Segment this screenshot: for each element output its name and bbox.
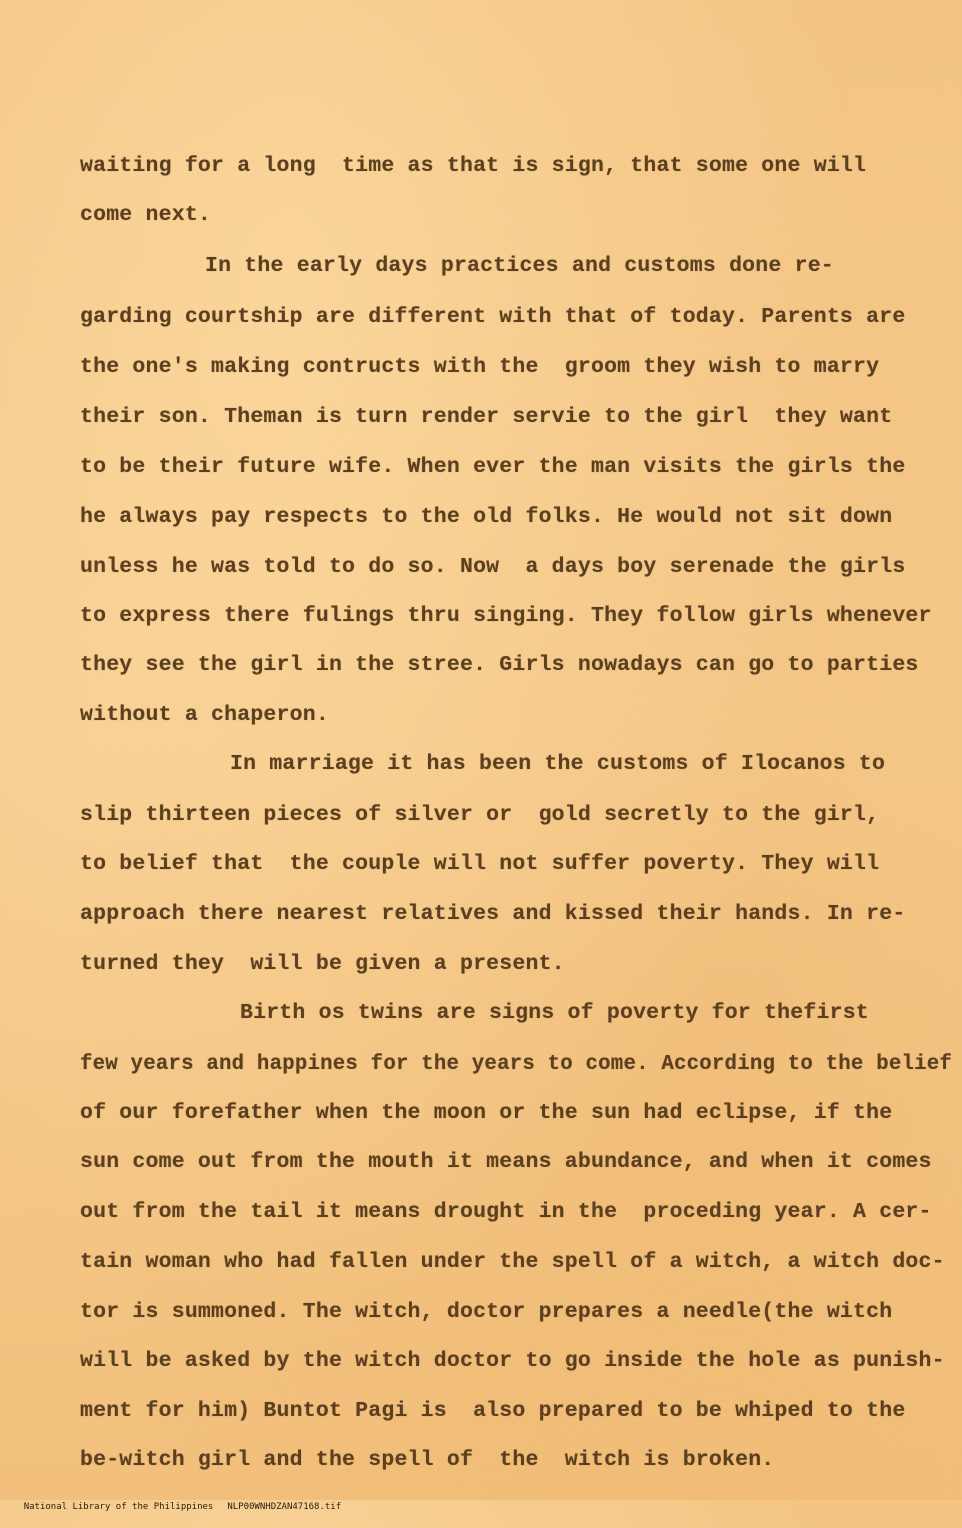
text-line: few years and happines for the years to come. According to the belief xyxy=(80,1052,953,1076)
text-line: In the early days practices and customs done re- xyxy=(205,254,834,278)
text-line: to be their future wife. When ever the man visits the girls the xyxy=(80,455,906,479)
text-line: unless he was told to do so. Now a days boy serenade the girls xyxy=(80,555,906,579)
text-line: approach there nearest relatives and kissed their hands. In re- xyxy=(80,902,906,926)
text-line: their son. Theman is turn render servie to the girl they want xyxy=(80,405,893,429)
text-line: be-witch girl and the spell of the witch is broken. xyxy=(80,1448,775,1472)
text-line: Birth os twins are signs of poverty for thefirst xyxy=(240,1001,869,1025)
text-line: sun come out from the mouth it means abundance, and when it comes xyxy=(80,1150,932,1174)
library-credit: National Library of the Philippines xyxy=(23,1502,214,1512)
text-line: tor is summoned. The witch, doctor prepares a needle(the witch xyxy=(80,1300,893,1324)
text-line: to belief that the couple will not suffer poverty. They will xyxy=(80,852,880,876)
text-line: of our forefather when the moon or the sun had eclipse, if the xyxy=(80,1101,893,1125)
text-line: the one's making contructs with the groom they wish to marry xyxy=(80,355,880,379)
text-line: to express there fulings thru singing. They follow girls whenever xyxy=(80,604,932,628)
text-line: without a chaperon. xyxy=(80,703,329,727)
text-line: tain woman who had fallen under the spell of a witch, a witch doc- xyxy=(80,1250,945,1274)
text-line: come next. xyxy=(80,203,212,227)
text-line: turned they will be given a present. xyxy=(80,952,565,976)
text-line: they see the girl in the stree. Girls nowadays can go to parties xyxy=(80,653,919,677)
text-line: slip thirteen pieces of silver or gold secretly to the girl, xyxy=(80,803,880,827)
text-line: will be asked by the witch doctor to go inside the hole as punish- xyxy=(80,1349,945,1373)
text-line: waiting for a long time as that is sign, that some one will xyxy=(80,154,867,178)
text-line: out from the tail it means drought in the proceding year. A cer- xyxy=(80,1200,932,1224)
text-line: garding courtship are different with that of today. Parents are xyxy=(80,305,906,329)
scan-filename: NLP00WNHDZAN47168.tif xyxy=(227,1502,342,1512)
text-line: In marriage it has been the customs of Ilocanos to xyxy=(230,752,886,776)
text-line: he always pay respects to the old folks. He would not sit down xyxy=(80,505,893,529)
archive-footer xyxy=(0,1486,962,1512)
text-line: ment for him) Buntot Pagi is also prepared to be whiped to the xyxy=(80,1399,906,1423)
